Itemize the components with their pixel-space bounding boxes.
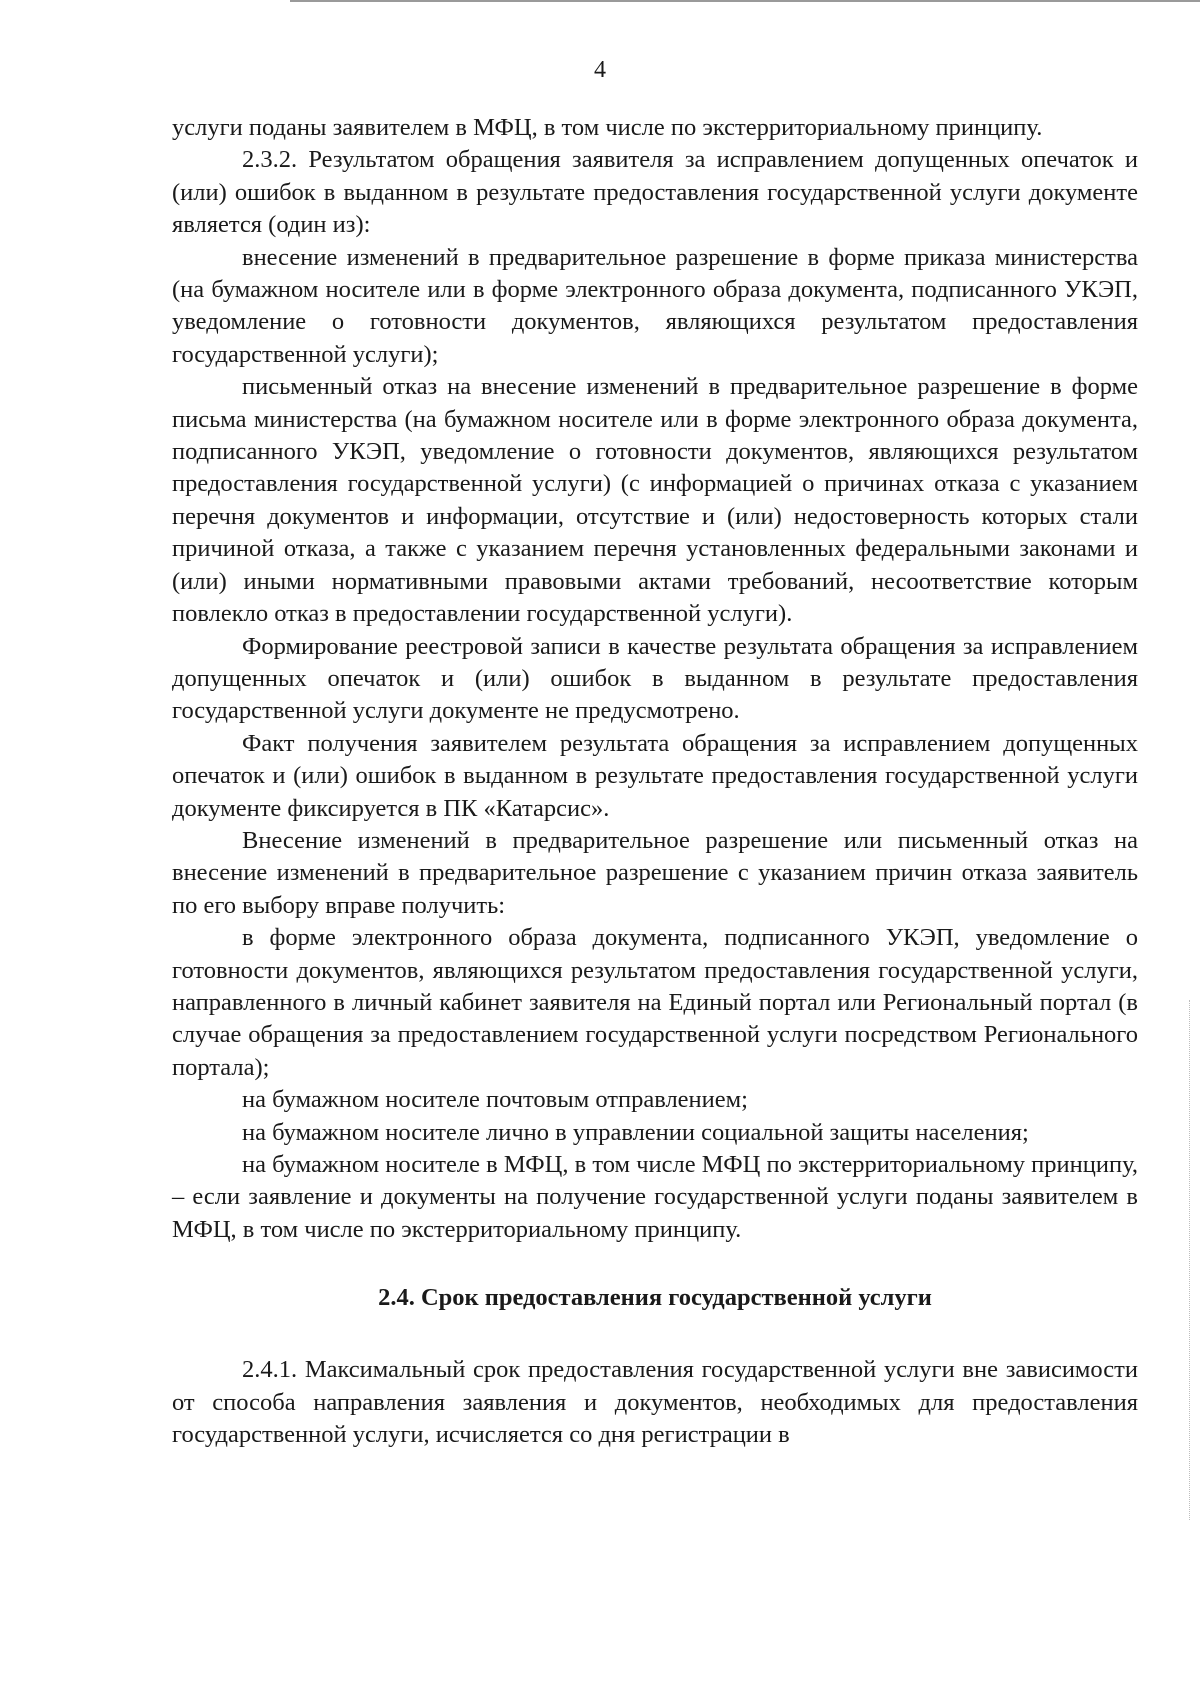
body-paragraph: письменный отказ на внесение изменений в предварительное разрешение в форме письма министерства (на бумажном носителе или в форме электронного образа документа, подписанного УКЭП, уведомление о готовности документов, являющихся результатом предоставления государственной услуги) (с информацией о причинах отказа с указанием перечня документов и информации, отсутствие и (или) недостоверность которых стали причиной отказа, а также с указанием перечня установленных федеральными законами и (или) иными нормативными правовыми актами требований, несоответствие которым повлекло отказ в предоставлении государственной услуги). bbox=[172, 373, 1138, 628]
body-paragraph: Факт получения заявителем результата обращения за исправлением допущенных опечаток и (или) ошибок в выданном в результате предоставления государственной услуги документе фиксируется в ПК «Катарсис». bbox=[172, 729, 1138, 822]
body-paragraph: Внесение изменений в предварительное разрешение или письменный отказ на внесение изменений в предварительное разрешение с указанием причин отказа заявитель по его выбору вправе получить: bbox=[172, 826, 1138, 919]
scan-top-edge bbox=[290, 0, 1200, 2]
body-paragraph: на бумажном носителе в МФЦ, в том числе МФЦ по экстерриториальному принципу, – если заявление и документы на получение государственной услуги поданы заявителем в МФЦ, в том числе по экстерриториальному принципу. bbox=[172, 1151, 1138, 1243]
paragraphs-before-heading bbox=[172, 112, 1138, 1246]
section-heading: 2.4. Срок предоставления государственной услуги bbox=[378, 1284, 932, 1312]
body-paragraph: 2.3.2. Результатом обращения заявителя за исправлением допущенных опечаток и (или) ошибок в выданном в результате предоставления государственной услуги документе является (один из): bbox=[172, 146, 1138, 239]
page-number: 4 bbox=[594, 57, 606, 83]
scan-right-edge-dots bbox=[1188, 1000, 1190, 1520]
document-body bbox=[172, 112, 1138, 1451]
body-paragraph: услуги поданы заявителем в МФЦ, в том числе по экстерриториальному принципу. bbox=[172, 114, 1043, 141]
body-paragraph: на бумажном носителе почтовым отправлением; bbox=[242, 1086, 748, 1114]
body-paragraph: внесение изменений в предварительное разрешение в форме приказа министерства (на бумажном носителе или в форме электронного образа документа, подписанного УКЭП, уведомление о готовности документов, являющихся результатом предоставления государственной услуги); bbox=[172, 243, 1138, 368]
body-paragraph: 2.4.1. Максимальный срок предоставления государственной услуги вне зависимости от способа направления заявления и документов, необходимых для предоставления государственной услуги, исчисляется со дня регистрации в bbox=[172, 1356, 1138, 1449]
paragraphs-after-heading bbox=[172, 1354, 1138, 1451]
body-paragraph: Формирование реестровой записи в качестве результата обращения за исправлением допущенных опечаток и (или) ошибок в выданном в результате предоставления государственной услуги документе не предусмотрено. bbox=[172, 632, 1138, 725]
body-paragraph: на бумажном носителе лично в управлении социальной защиты населения; bbox=[242, 1118, 1029, 1146]
body-paragraph: в форме электронного образа документа, подписанного УКЭП, уведомление о готовности документов, являющихся результатом предоставления государственной услуги, направленного в личный кабинет заявителя на Единый портал или Региональный портал (в случае обращения за предоставлением государственной услуги посредством Регионального портала); bbox=[172, 924, 1138, 1081]
